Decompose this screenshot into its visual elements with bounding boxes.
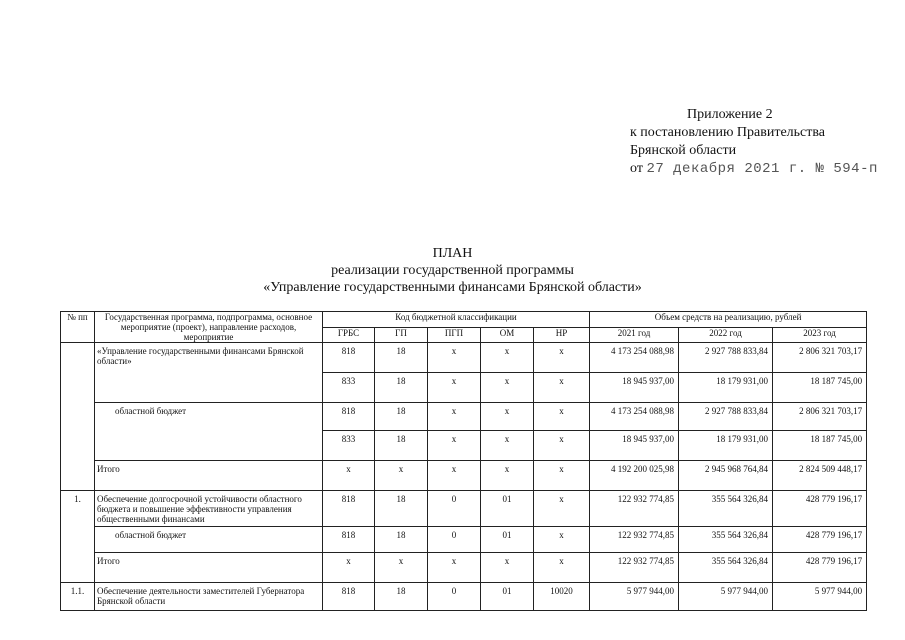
cell-gp: 18: [375, 583, 428, 611]
cell-nr: х: [534, 461, 590, 491]
cell-gp: х: [375, 553, 428, 583]
header-pgp: ПГП: [428, 327, 481, 343]
cell-y2023: 428 779 196,17: [773, 553, 867, 583]
cell-grbs: 818: [323, 527, 375, 553]
cell-om: 01: [481, 491, 534, 527]
cell-y2023: 18 187 745,00: [773, 431, 867, 461]
cell-gp: 18: [375, 431, 428, 461]
cell-gp: 18: [375, 403, 428, 431]
cell-om: х: [481, 461, 534, 491]
header-2021: 2021 год: [590, 327, 679, 343]
date-stamp: 27 декабря 2021 г. № 594-п: [646, 161, 878, 177]
row-name: областной бюджет: [95, 527, 323, 553]
cell-y2023: 2 806 321 703,17: [773, 403, 867, 431]
cell-grbs: 818: [323, 491, 375, 527]
header-2022: 2022 год: [679, 327, 773, 343]
row-number: 1.: [61, 491, 95, 527]
cell-om: 01: [481, 583, 534, 611]
table-row: [61, 431, 867, 461]
row-name: [95, 431, 323, 461]
cell-nr: х: [534, 553, 590, 583]
appendix-title: Приложение 2: [687, 107, 773, 122]
cell-y2023: 428 779 196,17: [773, 527, 867, 553]
appendix-line: Брянской области: [630, 143, 737, 158]
appendix-date-prefix: от: [630, 161, 643, 176]
cell-nr: х: [534, 373, 590, 403]
cell-nr: х: [534, 491, 590, 527]
cell-y2022: 18 179 931,00: [679, 431, 773, 461]
cell-y2021: 5 977 944,00: [590, 583, 679, 611]
cell-gp: х: [375, 461, 428, 491]
cell-y2022: 355 564 326,84: [679, 527, 773, 553]
cell-y2021: 122 932 774,85: [590, 553, 679, 583]
row-name: «Управление государственными финансами Брянской области»: [95, 343, 323, 373]
table-row: [61, 373, 867, 403]
table-row: [61, 461, 867, 491]
cell-y2022: 2 927 788 833,84: [679, 403, 773, 431]
header-money-group: Объем средств на реализацию, рублей: [590, 312, 867, 328]
cell-y2023: 2 824 509 448,17: [773, 461, 867, 491]
cell-pgp: х: [428, 553, 481, 583]
cell-pgp: 0: [428, 583, 481, 611]
table-row: [61, 553, 867, 583]
table-header-row: [61, 312, 867, 328]
cell-y2021: 122 932 774,85: [590, 527, 679, 553]
cell-nr: х: [534, 527, 590, 553]
cell-pgp: х: [428, 343, 481, 373]
table-row: [61, 491, 867, 527]
row-number: [61, 403, 95, 431]
cell-y2021: 4 173 254 088,98: [590, 403, 679, 431]
plan-table: [60, 311, 867, 611]
cell-om: х: [481, 343, 534, 373]
header-grbs: ГРБС: [323, 327, 375, 343]
header-2023: 2023 год: [773, 327, 867, 343]
cell-gp: 18: [375, 373, 428, 403]
row-name: [95, 373, 323, 403]
cell-om: 01: [481, 527, 534, 553]
row-number: [61, 343, 95, 373]
row-name: областной бюджет: [95, 403, 323, 431]
cell-nr: х: [534, 403, 590, 431]
cell-y2023: 2 806 321 703,17: [773, 343, 867, 373]
appendix-date-line: [630, 160, 878, 178]
cell-y2021: 4 192 200 025,98: [590, 461, 679, 491]
row-name: Итого: [95, 553, 323, 583]
table-row: [61, 527, 867, 553]
cell-grbs: 833: [323, 431, 375, 461]
cell-pgp: х: [428, 373, 481, 403]
cell-y2022: 2 927 788 833,84: [679, 343, 773, 373]
cell-pgp: 0: [428, 491, 481, 527]
title-line-3: «Управление государственными финансами Брянской области»: [263, 280, 642, 295]
header-num: № пп: [61, 312, 95, 343]
row-number: [61, 553, 95, 583]
cell-pgp: 0: [428, 527, 481, 553]
cell-y2021: 18 945 937,00: [590, 431, 679, 461]
row-number: [61, 373, 95, 403]
row-number: [61, 431, 95, 461]
cell-om: х: [481, 373, 534, 403]
cell-y2022: 355 564 326,84: [679, 491, 773, 527]
cell-y2021: 4 173 254 088,98: [590, 343, 679, 373]
header-gp: ГП: [375, 327, 428, 343]
cell-grbs: 833: [323, 373, 375, 403]
cell-pgp: х: [428, 461, 481, 491]
row-name: Итого: [95, 461, 323, 491]
cell-om: х: [481, 403, 534, 431]
cell-y2022: 355 564 326,84: [679, 553, 773, 583]
cell-gp: 18: [375, 527, 428, 553]
table-row: [61, 403, 867, 431]
cell-gp: 18: [375, 491, 428, 527]
cell-grbs: 818: [323, 583, 375, 611]
cell-grbs: х: [323, 553, 375, 583]
header-program: Государственная программа, подпрограмма, основное мероприятие (проект), направление расходов, мероприятие: [95, 312, 323, 343]
cell-pgp: х: [428, 431, 481, 461]
title-line-2: реализации государственной программы: [331, 263, 574, 278]
cell-y2022: 2 945 968 764,84: [679, 461, 773, 491]
cell-nr: х: [534, 431, 590, 461]
cell-y2021: 122 932 774,85: [590, 491, 679, 527]
cell-pgp: х: [428, 403, 481, 431]
cell-grbs: 818: [323, 343, 375, 373]
cell-nr: х: [534, 343, 590, 373]
cell-grbs: х: [323, 461, 375, 491]
row-name: Обеспечение деятельности заместителей Губернатора Брянской области: [95, 583, 323, 611]
header-code-group: Код бюджетной классификации: [323, 312, 590, 328]
cell-grbs: 818: [323, 403, 375, 431]
appendix-block: [630, 106, 878, 178]
row-name: Обеспечение долгосрочной устойчивости областного бюджета и повышение эффективности управления общественными финансами: [95, 491, 323, 527]
cell-y2023: 18 187 745,00: [773, 373, 867, 403]
cell-nr: 10020: [534, 583, 590, 611]
cell-y2022: 5 977 944,00: [679, 583, 773, 611]
cell-y2023: 5 977 944,00: [773, 583, 867, 611]
appendix-line: к постановлению Правительства: [630, 125, 826, 140]
document-title: [0, 245, 905, 296]
cell-y2022: 18 179 931,00: [679, 373, 773, 403]
table-row: [61, 343, 867, 373]
cell-om: х: [481, 431, 534, 461]
title-line-1: ПЛАН: [432, 246, 473, 261]
header-nr: НР: [534, 327, 590, 343]
row-number: [61, 527, 95, 553]
table-row: [61, 583, 867, 611]
row-number: [61, 461, 95, 491]
table-body: [61, 343, 867, 611]
cell-om: х: [481, 553, 534, 583]
row-number: 1.1.: [61, 583, 95, 611]
cell-y2021: 18 945 937,00: [590, 373, 679, 403]
header-om: ОМ: [481, 327, 534, 343]
cell-y2023: 428 779 196,17: [773, 491, 867, 527]
cell-gp: 18: [375, 343, 428, 373]
